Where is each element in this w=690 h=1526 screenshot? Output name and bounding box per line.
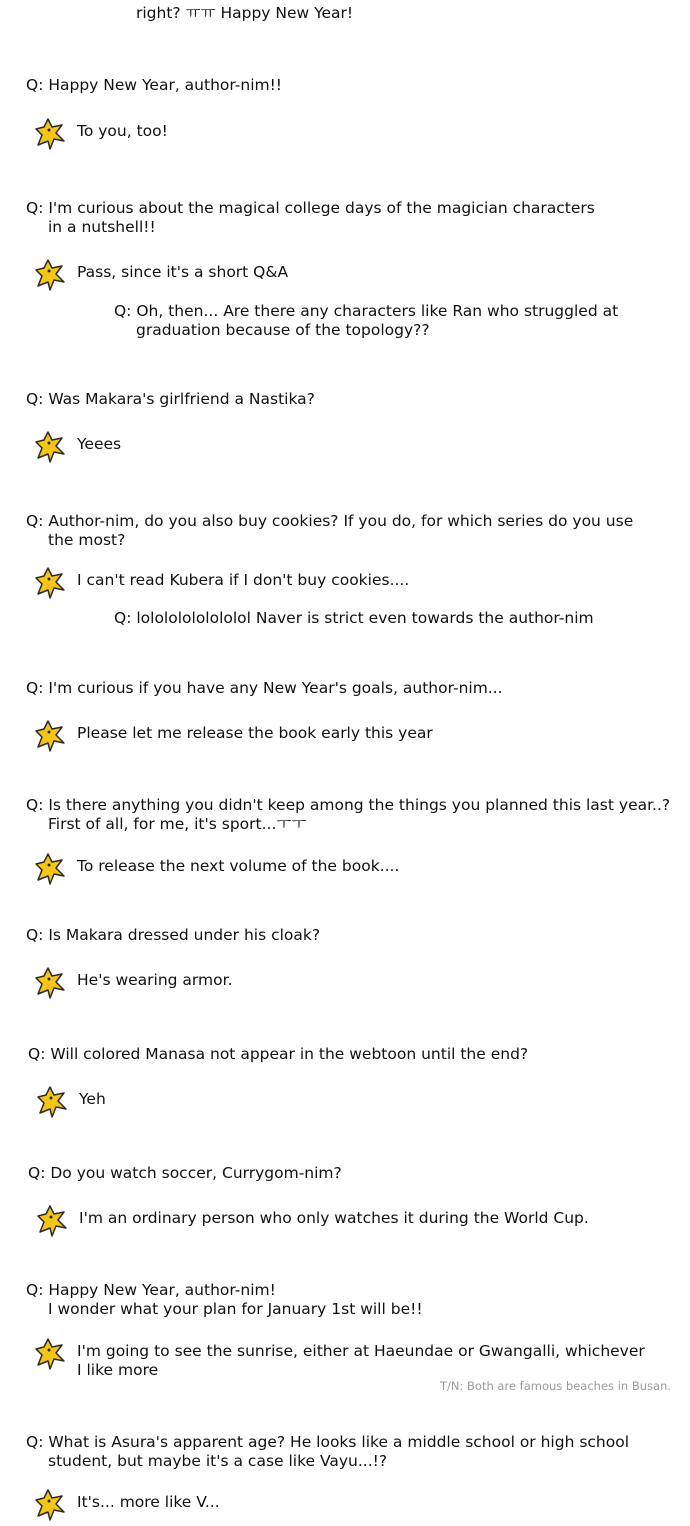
question-line: in a nutshell!! bbox=[48, 218, 156, 236]
yellow-bear-icon bbox=[32, 1083, 72, 1123]
question-line: Q: Oh, then... Are there any characters like Ran who struggled at bbox=[114, 302, 619, 320]
yellow-bear-icon bbox=[30, 964, 70, 1004]
yellow-bear-icon bbox=[30, 717, 70, 757]
question-6 bbox=[26, 796, 670, 834]
question-line: Q: lolololololololol Naver is strict even towards the author-nim bbox=[114, 609, 594, 627]
question-line: Q: Happy New Year, author-nim! bbox=[26, 1281, 276, 1299]
answer-8: Yeh bbox=[79, 1090, 106, 1108]
question-line: Q: I'm curious about the magical college days of the magician characters bbox=[26, 199, 595, 217]
yellow-bear-icon bbox=[30, 428, 70, 468]
answer-1: To you, too! bbox=[77, 122, 168, 140]
yellow-bear-icon bbox=[30, 115, 70, 155]
question-line: Q: Is there anything you didn't keep among the things you planned this last year..? bbox=[26, 796, 671, 814]
question-7 bbox=[26, 926, 320, 945]
question-1 bbox=[26, 76, 282, 95]
question-11 bbox=[26, 1433, 629, 1471]
question-line: Q: Is Makara dressed under his cloak? bbox=[26, 926, 321, 944]
question-10 bbox=[26, 1281, 423, 1319]
question-line: graduation because of the topology?? bbox=[136, 321, 430, 339]
question-line: Q: Was Makara's girlfriend a Nastika? bbox=[26, 390, 315, 408]
translator-note: T/N: Both are famous beaches in Busan. bbox=[440, 1379, 671, 1393]
followup-question-4 bbox=[114, 609, 594, 628]
question-line: the most? bbox=[48, 531, 126, 549]
question-line: Q: I'm curious if you have any New Year's goals, author-nim... bbox=[26, 679, 503, 697]
question-line: Q: Will colored Manasa not appear in the webtoon until the end? bbox=[28, 1045, 529, 1063]
answer-11: It's... more like V... bbox=[77, 1493, 220, 1511]
question-line: Q: Do you watch soccer, Currygom-nim? bbox=[28, 1164, 342, 1182]
answer-10 bbox=[77, 1342, 645, 1380]
question-5 bbox=[26, 679, 503, 698]
answer-line: I like more bbox=[77, 1361, 159, 1379]
answer-line: I'm going to see the sunrise, either at Haeundae or Gwangalli, whichever bbox=[77, 1342, 645, 1360]
question-line: Q: What is Asura's apparent age? He looks like a middle school or high school bbox=[26, 1433, 630, 1451]
question-line: I wonder what your plan for January 1st will be!! bbox=[48, 1300, 423, 1318]
question-line: Q: Happy New Year, author-nim!! bbox=[26, 76, 283, 94]
question-line: Q: Author-nim, do you also buy cookies? If you do, for which series do you use bbox=[26, 512, 634, 530]
answer-3: Yeees bbox=[77, 435, 122, 453]
top-fragment-text: right? ㅠㅠ Happy New Year! bbox=[136, 4, 354, 22]
yellow-bear-icon bbox=[30, 564, 70, 604]
question-3 bbox=[26, 390, 315, 409]
answer-9: I'm an ordinary person who only watches it during the World Cup. bbox=[79, 1209, 589, 1227]
question-2 bbox=[26, 199, 595, 237]
answer-2: Pass, since it's a short Q&A bbox=[77, 263, 289, 281]
yellow-bear-icon bbox=[30, 256, 70, 296]
question-9 bbox=[28, 1164, 342, 1183]
question-8 bbox=[28, 1045, 528, 1064]
yellow-bear-icon bbox=[32, 1202, 72, 1242]
question-line: student, but maybe it's a case like Vayu...!? bbox=[48, 1452, 388, 1470]
answer-6: To release the next volume of the book.... bbox=[77, 857, 400, 875]
yellow-bear-icon bbox=[30, 1486, 70, 1526]
followup-question-2 bbox=[114, 302, 618, 340]
yellow-bear-icon bbox=[30, 1335, 70, 1375]
question-4 bbox=[26, 512, 633, 550]
question-line: First of all, for me, it's sport...ㅜㅜ bbox=[48, 815, 307, 833]
yellow-bear-icon bbox=[30, 850, 70, 890]
answer-5: Please let me release the book early this year bbox=[77, 724, 433, 742]
answer-4: I can't read Kubera if I don't buy cookies.... bbox=[77, 571, 410, 589]
answer-7: He's wearing armor. bbox=[77, 971, 233, 989]
